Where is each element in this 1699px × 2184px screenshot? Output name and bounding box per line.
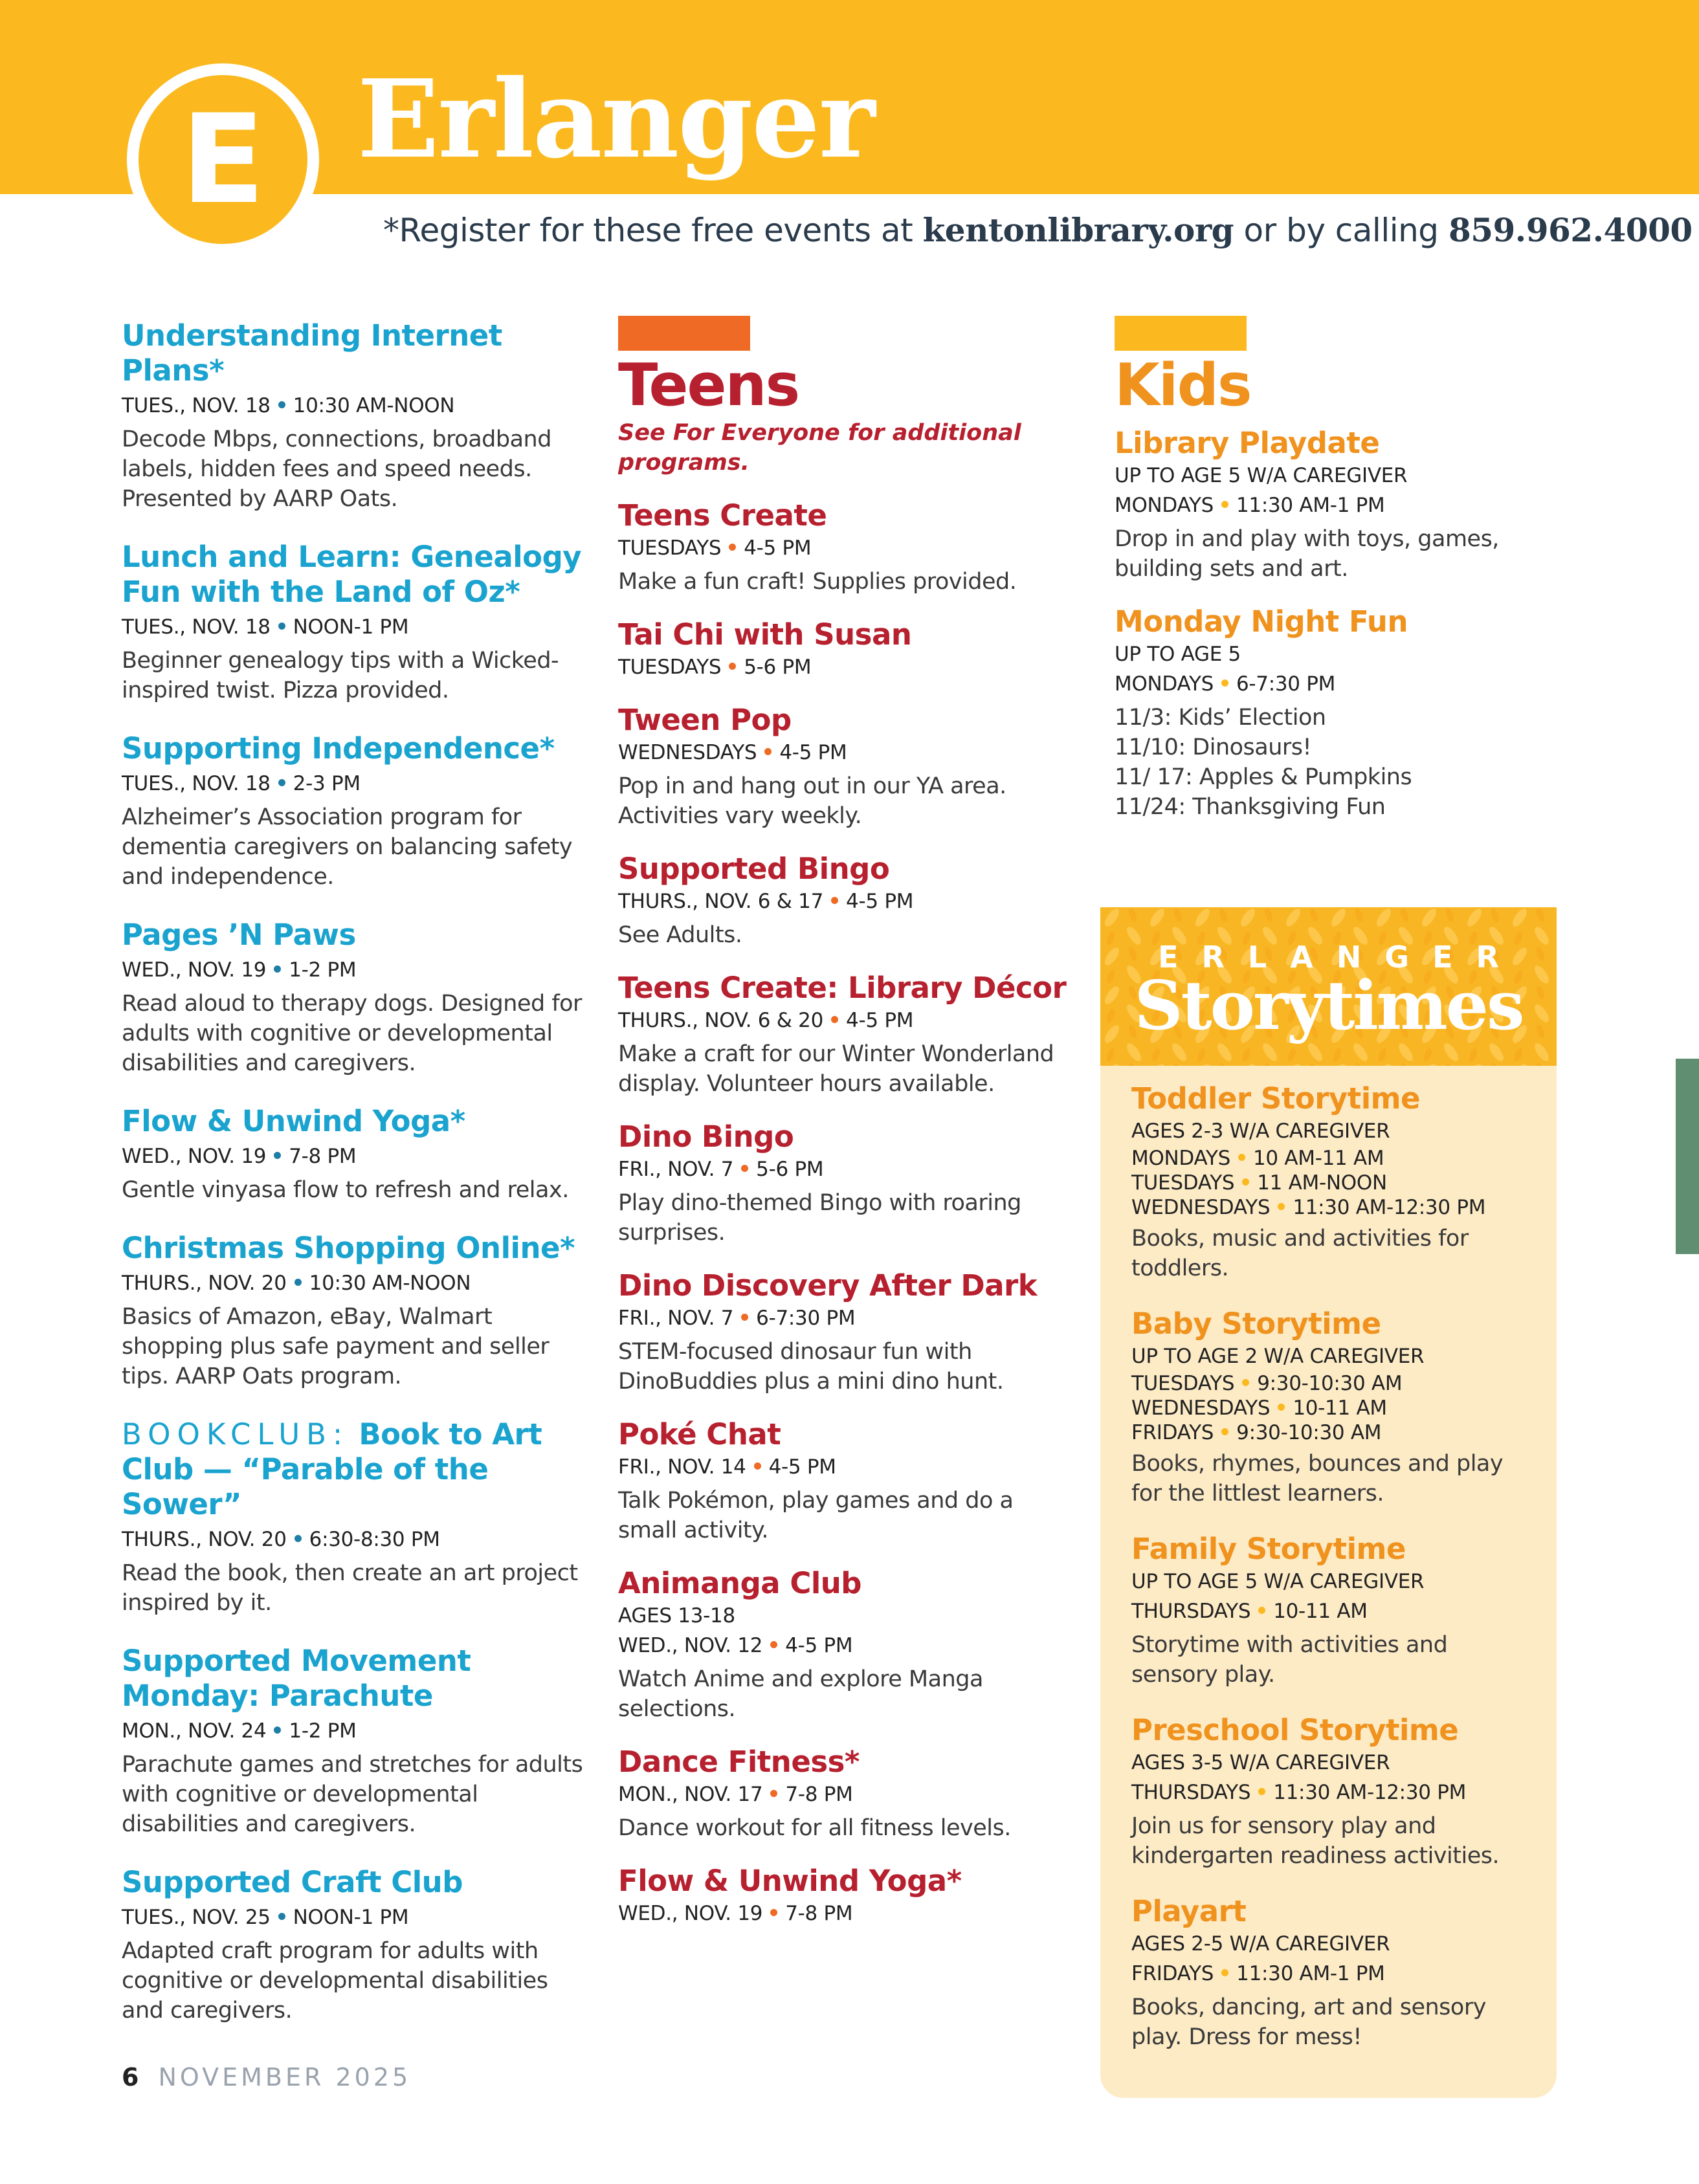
event-when: MONDAYS 10 AM-11 AM <box>1131 1147 1384 1170</box>
event-supporting-independence <box>122 731 594 892</box>
event-toddler-storytime <box>1131 1081 1526 1283</box>
event-description: Talk Pokémon, play games and do a small activity. <box>618 1488 1014 1543</box>
event-when: WED., NOV. 12 4-5 PM <box>618 1634 853 1657</box>
event-title: Baby Storytime <box>1131 1307 1381 1341</box>
event-age: AGES 2-5 W/A CAREGIVER <box>1131 1932 1390 1956</box>
branch-logo-letter: E <box>148 85 298 234</box>
event-when: THURSDAYS 10-11 AM <box>1131 1600 1368 1623</box>
bullet-icon <box>741 1314 748 1321</box>
event-title: Teens Create: Library Décor <box>618 971 1067 1005</box>
event-description: Parachute games and stretches for adults with cognitive or developmental disabilities and caregivers. <box>122 1752 583 1837</box>
event-dino-discovery <box>618 1268 1071 1396</box>
event-when: WED., NOV. 19 7-8 PM <box>618 1902 853 1925</box>
branch-title: Erlanger <box>357 56 874 182</box>
bullet-icon <box>294 1535 302 1542</box>
teens-subtitle: See For Everyone for additional programs. <box>618 420 1021 476</box>
event-bookclub <box>122 1417 594 1618</box>
kids-heading: Kids <box>1115 351 1251 419</box>
section-side-tab <box>1676 1059 1699 1254</box>
bullet-icon <box>729 663 736 670</box>
bullet-icon <box>278 1913 285 1920</box>
bullet-icon <box>770 1641 777 1648</box>
storytimes-heading: Storytimes <box>1134 965 1523 1045</box>
schedule-line: 11/24: Thanksgiving Fun <box>1115 794 1386 820</box>
event-library-playdate <box>1115 426 1568 584</box>
event-description: Watch Anime and explore Manga selections. <box>618 1666 983 1722</box>
event-when: THURS., NOV. 20 6:30-8:30 PM <box>122 1528 440 1551</box>
bullet-icon <box>770 1909 777 1916</box>
kids-column <box>1115 316 1568 848</box>
event-title: Flow & Unwind Yoga* <box>618 1864 962 1898</box>
event-title: Understanding Internet Plans* <box>122 318 502 388</box>
event-title: Tai Chi with Susan <box>618 617 912 652</box>
event-age: AGES 2-3 W/A CAREGIVER <box>1131 1120 1390 1143</box>
event-when: THURS., NOV. 6 & 17 4-5 PM <box>618 890 914 913</box>
event-when: TUESDAYS 5-6 PM <box>618 656 812 679</box>
event-playart <box>1131 1894 1526 2052</box>
event-title: Dino Discovery After Dark <box>618 1268 1038 1303</box>
event-baby-storytime <box>1131 1307 1526 1508</box>
event-title: Lunch and Learn: Genealogy Fun with the Land of Oz* <box>122 540 582 609</box>
event-when: MON., NOV. 17 7-8 PM <box>618 1783 853 1806</box>
register-prefix: *Register for these free events at <box>383 212 923 249</box>
event-when: WED., NOV. 19 7-8 PM <box>122 1145 357 1168</box>
event-title: Supported Craft Club <box>122 1865 463 1899</box>
event-dance-fitness <box>618 1745 1071 1843</box>
event-description: Play dino-themed Bingo with roaring surprises. <box>618 1190 1021 1246</box>
register-mid: or by calling <box>1234 212 1449 249</box>
event-description: Dance workout for all fitness levels. <box>618 1815 1011 1841</box>
page-number: 6 <box>122 2063 139 2091</box>
event-title: Dino Bingo <box>618 1120 794 1154</box>
event-when: MONDAYS 11:30 AM-1 PM <box>1115 494 1385 517</box>
event-when: FRIDAYS 11:30 AM-1 PM <box>1131 1962 1385 1985</box>
event-description: STEM-focused dinosaur fun with DinoBuddies plus a mini dino hunt. <box>618 1339 1004 1395</box>
event-when: THURS., NOV. 20 10:30 AM-NOON <box>122 1272 471 1295</box>
event-title: Dance Fitness* <box>618 1745 860 1779</box>
event-description: Books, dancing, art and sensory play. Dress for mess! <box>1131 1994 1486 2050</box>
event-description: Books, rhymes, bounces and play for the littlest learners. <box>1131 1451 1504 1506</box>
bullet-icon <box>1221 1969 1228 1976</box>
event-description: Read aloud to therapy dogs. Designed for adults with cognitive or developmental disabilities and caregivers. <box>122 991 582 1076</box>
event-when: TUES., NOV. 25 NOON-1 PM <box>122 1906 409 1929</box>
event-description: Beginner genealogy tips with a Wicked-inspired twist. Pizza provided. <box>122 648 559 703</box>
event-title: Supported Movement Monday: Parachute <box>122 1644 471 1713</box>
event-description: Basics of Amazon, eBay, Walmart shopping plus safe payment and seller tips. AARP Oats program. <box>122 1304 550 1389</box>
event-when: WEDNESDAYS 11:30 AM-12:30 PM <box>1131 1196 1486 1219</box>
event-christmas-shopping <box>122 1231 594 1391</box>
event-age: AGES 13-18 <box>618 1604 735 1627</box>
schedule-line: 11/ 17: Apples & Pumpkins <box>1115 764 1412 790</box>
bullet-icon <box>278 401 285 408</box>
event-age: UP TO AGE 5 W/A CAREGIVER <box>1131 1570 1425 1593</box>
event-genealogy <box>122 540 594 705</box>
page-footer <box>122 2063 411 2091</box>
event-dino-bingo <box>618 1120 1071 1248</box>
storytimes-kicker: ERLANGER <box>1158 940 1522 975</box>
bullet-icon <box>741 1165 748 1172</box>
branch-logo <box>127 63 319 256</box>
event-title: Library Playdate <box>1115 426 1380 460</box>
event-age: UP TO AGE 2 W/A CAREGIVER <box>1131 1345 1425 1368</box>
storytimes-body <box>1100 1066 1557 2052</box>
event-poke-chat <box>618 1417 1071 1545</box>
bullet-icon <box>278 779 285 786</box>
bullet-icon <box>1278 1203 1285 1210</box>
bullet-icon <box>274 965 281 973</box>
event-title: Monday Night Fun <box>1115 604 1408 639</box>
event-description: Join us for sensory play and kindergarten readiness activities. <box>1131 1813 1500 1869</box>
bullet-icon <box>1258 1607 1265 1614</box>
event-internet-plans <box>122 318 594 514</box>
event-description: Adapted craft program for adults with cognitive or developmental disabilities and caregivers. <box>122 1938 548 2024</box>
event-title: Christmas Shopping Online* <box>122 1231 575 1265</box>
adults-column <box>122 318 594 2051</box>
event-title: Pages ’N Paws <box>122 918 356 952</box>
event-title: Teens Create <box>618 498 827 533</box>
event-preschool-storytime <box>1131 1713 1526 1871</box>
event-title: Preschool Storytime <box>1131 1713 1459 1747</box>
event-when: TUES., NOV. 18 2-3 PM <box>122 772 361 795</box>
storytimes-panel <box>1100 907 1557 2098</box>
event-title: Poké Chat <box>618 1417 781 1451</box>
event-when: WEDNESDAYS 4-5 PM <box>618 741 847 764</box>
event-when: FRIDAYS 9:30-10:30 AM <box>1131 1421 1382 1444</box>
teens-accent-bar <box>618 316 750 351</box>
event-when: FRI., NOV. 7 5-6 PM <box>618 1158 824 1181</box>
event-pages-n-paws <box>122 918 594 1078</box>
bullet-icon <box>754 1462 761 1470</box>
event-flow-yoga <box>122 1104 594 1205</box>
event-title: BOOKCLUB: Book to Art Club — “Parable of the Sower” <box>122 1417 542 1521</box>
event-description: Pop in and hang out in our YA area. Activities vary weekly. <box>618 773 1006 829</box>
event-when: FRI., NOV. 14 4-5 PM <box>618 1455 836 1479</box>
event-description: Make a fun craft! Supplies provided. <box>618 569 1017 595</box>
bullet-icon <box>1238 1154 1245 1161</box>
event-library-decor <box>618 971 1071 1099</box>
event-age: UP TO AGE 5 <box>1115 643 1241 666</box>
issue-date: NOVEMBER 2025 <box>158 2063 412 2091</box>
event-description: See Adults. <box>618 922 742 948</box>
bullet-icon <box>274 1726 281 1734</box>
event-teen-yoga <box>618 1864 1071 1928</box>
event-when: TUESDAYS 4-5 PM <box>618 536 812 560</box>
event-supported-craft <box>122 1865 594 2025</box>
event-description: Drop in and play with toys, games, building sets and art. <box>1115 526 1499 582</box>
event-when: TUESDAYS 11 AM-NOON <box>1131 1171 1387 1195</box>
event-tween-pop <box>618 703 1071 831</box>
bullet-icon <box>831 1016 838 1023</box>
schedule-line: 11/10: Dinosaurs! <box>1115 734 1312 760</box>
event-when: THURSDAYS 11:30 AM-12:30 PM <box>1131 1781 1467 1804</box>
bookclub-label: BOOKCLUB: <box>122 1417 350 1451</box>
event-supported-bingo <box>618 852 1071 950</box>
bullet-icon <box>1221 501 1228 508</box>
event-title: Animanga Club <box>618 1566 862 1600</box>
bullet-icon <box>1278 1404 1285 1411</box>
bullet-icon <box>831 897 838 904</box>
bullet-icon <box>1242 1178 1249 1186</box>
event-when: WED., NOV. 19 1-2 PM <box>122 958 357 982</box>
bullet-icon <box>770 1790 777 1797</box>
event-title: Flow & Unwind Yoga* <box>122 1104 465 1138</box>
event-description: Storytime with activities and sensory play. <box>1131 1632 1448 1688</box>
teens-heading: Teens <box>618 351 799 419</box>
storytimes-header <box>1100 907 1557 1066</box>
event-age: AGES 3-5 W/A CAREGIVER <box>1131 1751 1390 1774</box>
event-when: TUES., NOV. 18 10:30 AM-NOON <box>122 394 455 417</box>
bullet-icon <box>1258 1788 1265 1795</box>
event-monday-night-fun <box>1115 604 1568 822</box>
event-title: Playart <box>1131 1894 1247 1928</box>
event-age: UP TO AGE 5 W/A CAREGIVER <box>1115 464 1408 487</box>
teens-column <box>618 316 1071 1954</box>
event-when: FRI., NOV. 7 6-7:30 PM <box>618 1307 856 1330</box>
event-description: Alzheimer’s Association program for dementia caregivers on balancing safety and independence. <box>122 804 573 890</box>
event-description: Gentle vinyasa flow to refresh and relax. <box>122 1177 569 1203</box>
event-teens-create <box>618 498 1071 597</box>
event-tai-chi <box>618 617 1071 682</box>
bullet-icon <box>278 623 285 630</box>
register-note <box>383 211 1693 249</box>
event-animanga <box>618 1566 1071 1724</box>
event-when: TUESDAYS 9:30-10:30 AM <box>1131 1372 1403 1395</box>
event-when: THURS., NOV. 6 & 20 4-5 PM <box>618 1009 914 1032</box>
bullet-icon <box>764 748 772 755</box>
event-supported-movement <box>122 1644 594 1839</box>
event-description: Read the book, then create an art project inspired by it. <box>122 1560 578 1616</box>
event-when: MON., NOV. 24 1-2 PM <box>122 1719 357 1743</box>
event-description: Make a craft for our Winter Wonderland display. Volunteer hours available. <box>618 1041 1054 1097</box>
kids-accent-bar <box>1115 316 1247 351</box>
event-title: Family Storytime <box>1131 1532 1406 1566</box>
event-family-storytime <box>1131 1532 1526 1690</box>
schedule-line: 11/3: Kids’ Election <box>1115 705 1326 731</box>
event-when: TUES., NOV. 18 NOON-1 PM <box>122 615 409 639</box>
bullet-icon <box>1221 679 1228 687</box>
event-description: Decode Mbps, connections, broadband labels, hidden fees and speed needs. Presented by AARP Oats. <box>122 426 551 512</box>
register-website-link[interactable]: kentonlibrary.org <box>922 211 1234 249</box>
register-phone: 859.962.4000 <box>1448 211 1693 249</box>
bullet-icon <box>1221 1428 1228 1435</box>
bullet-icon <box>294 1279 302 1286</box>
event-description: Books, music and activities for toddlers. <box>1131 1226 1469 1281</box>
event-when: MONDAYS 6-7:30 PM <box>1115 672 1336 696</box>
event-title: Tween Pop <box>618 703 792 737</box>
event-title: Supported Bingo <box>618 852 890 886</box>
event-when: WEDNESDAYS 10-11 AM <box>1131 1396 1387 1420</box>
bullet-icon <box>274 1152 281 1159</box>
event-title: Supporting Independence* <box>122 731 555 766</box>
event-title: Toddler Storytime <box>1131 1081 1421 1116</box>
bullet-icon <box>729 544 736 551</box>
bullet-icon <box>1242 1379 1249 1386</box>
